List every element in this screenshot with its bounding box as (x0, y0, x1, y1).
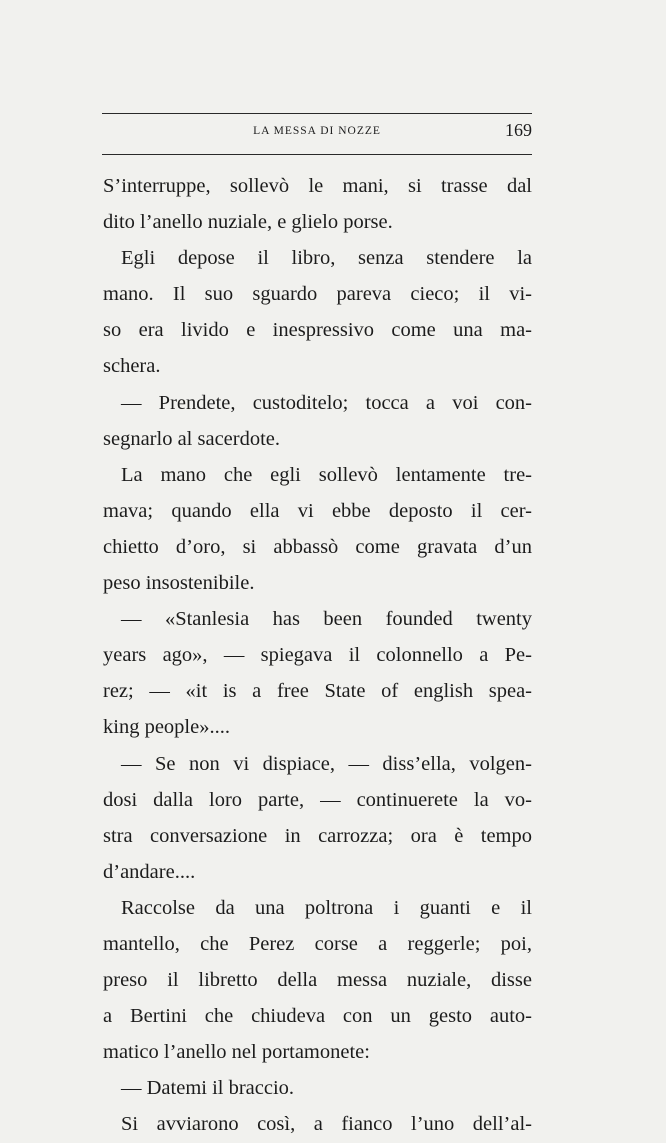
text-line: La mano che egli sollevò lentamente tre- (121, 463, 532, 486)
text-line: stra conversazione in carrozza; ora è tempo (103, 824, 532, 847)
text-line: dosi dalla loro parte, — continuerete la vo- (103, 788, 532, 811)
text-line: — Prendete, custoditelo; tocca a voi con- (121, 391, 532, 414)
text-line: chietto d’oro, si abbassò come gravata d’un (103, 535, 532, 558)
text-line: preso il libretto della messa nuziale, disse (103, 969, 532, 992)
text-line: S’interruppe, sollevò le mani, si trasse dal (103, 175, 532, 197)
text-line: Egli depose il libro, senza stendere la (121, 247, 532, 270)
text-line: schera. (103, 355, 161, 378)
text-line: a Bertini che chiudeva con un gesto auto- (103, 1005, 532, 1028)
text-line: mava; quando ella vi ebbe deposto il cer- (103, 499, 532, 522)
text-line: — «Stanlesia has been founded twenty (121, 608, 532, 631)
text-line: peso insostenibile. (103, 572, 255, 595)
header-top-rule (102, 113, 532, 114)
text-line: years ago», — spiegava il colonnello a Pe- (103, 644, 532, 667)
text-line: mantello, che Perez corse a reggerle; poi, (103, 932, 532, 955)
text-line: — Se non vi dispiace, — diss’ella, volgen- (121, 752, 532, 775)
body-text (103, 168, 532, 1143)
text-line: Si avviarono così, a fianco l’uno dell’al- (121, 1113, 532, 1136)
text-line: matico l’anello nel portamonete: (103, 1041, 370, 1064)
text-line: so era livido e inespressivo come una ma- (103, 319, 532, 342)
text-line: rez; — «it is a free State of english spea- (103, 680, 532, 703)
text-line: d’andare.... (103, 860, 196, 883)
text-line: — Datemi il braccio. (121, 1077, 295, 1100)
text-line: segnarlo al sacerdote. (103, 427, 281, 450)
page-number: 169 (505, 120, 532, 140)
header-bottom-rule (102, 154, 532, 155)
running-title: LA MESSA DI NOZZE (253, 125, 381, 137)
text-line: king people».... (103, 716, 230, 739)
text-line: Raccolse da una poltrona i guanti e il (121, 896, 532, 919)
text-line: dito l’anello nuziale, e glielo porse. (103, 211, 393, 234)
text-line: mano. Il suo sguardo pareva cieco; il vi- (103, 283, 532, 306)
